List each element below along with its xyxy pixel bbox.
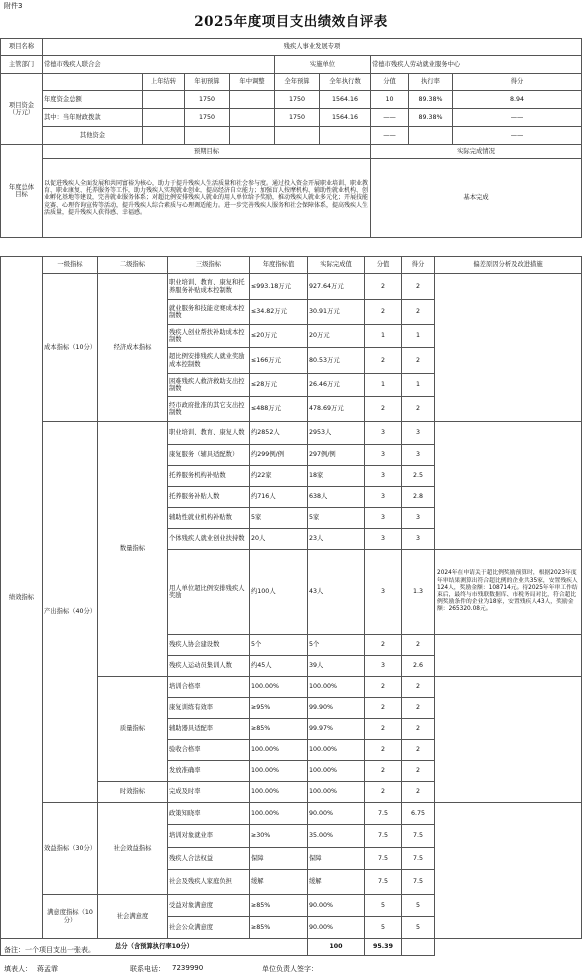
indicator-got: 5: [402, 895, 435, 917]
funds-label: 项目资金 （万元）: [1, 74, 43, 145]
phone-value: 7239990: [172, 964, 204, 972]
indicator-name: 发放准确率: [168, 761, 250, 782]
funds-cell: 1750: [275, 109, 320, 127]
quantity-indicator-label: 数量指标: [98, 422, 168, 677]
indicator-target: 100.00%: [250, 782, 308, 803]
indicator-score: 3: [365, 508, 402, 529]
indicator-target: 约100人: [250, 550, 308, 635]
indicator-score: 7.5: [365, 848, 402, 870]
project-name-label: 项目名称: [1, 39, 43, 56]
indicator-actual: 638人: [308, 487, 365, 508]
perf-column-header: 二级指标: [98, 257, 168, 274]
indicator-actual: 5家: [308, 508, 365, 529]
funds-cell: 1564.16: [320, 109, 371, 127]
indicator-target: 5家: [250, 508, 308, 529]
funds-cell: ——: [453, 127, 582, 145]
indicator-name: 残疾人运动员集训人数: [168, 656, 250, 677]
indicator-actual: 保障: [308, 848, 365, 870]
indicator-name: 残疾人创业帮扶补助成本控制数: [168, 325, 250, 348]
perf-column-header: 偏差原因分析及改进措施: [435, 257, 582, 274]
funds-cell: 10: [371, 91, 409, 109]
indicator-actual: 2953人: [308, 422, 365, 445]
funds-cell: 1750: [275, 91, 320, 109]
phone-label: 联系电话：: [130, 965, 165, 973]
indicator-score: 3: [365, 550, 402, 635]
performance-table: [0, 256, 582, 956]
perf-column-header: 得分: [402, 257, 435, 274]
indicator-actual: 23人: [308, 529, 365, 550]
funds-header-blank: [43, 74, 143, 91]
benefit-indicator-label: 效益指标（30分）: [43, 803, 98, 895]
perf-column-header: 一级指标: [43, 257, 98, 274]
indicator-score: 2: [365, 677, 402, 698]
indicator-got: 2: [402, 698, 435, 719]
indicator-score: 2: [365, 348, 402, 374]
indicator-actual: 43人: [308, 550, 365, 635]
funds-cell: 1564.16: [320, 91, 371, 109]
indicator-name: 残疾人协会建设数: [168, 635, 250, 656]
indicator-target: 100.00%: [250, 740, 308, 761]
goals-label: 年度总体 目标: [1, 145, 43, 238]
indicator-score: 3: [365, 487, 402, 508]
indicator-got: 3: [402, 508, 435, 529]
indicator-actual: 100.00%: [308, 782, 365, 803]
indicator-score: 2: [365, 782, 402, 803]
indicator-name: 托养服务机构补贴数: [168, 466, 250, 487]
goals-actual-text: 基本完成: [371, 159, 582, 238]
funds-cell: 1750: [185, 91, 230, 109]
indicator-name: 超比例安排残疾人就业奖励成本控制数: [168, 348, 250, 374]
funds-cell: 89.38%: [409, 91, 453, 109]
indicator-actual: 90.00%: [308, 917, 365, 939]
indicator-actual: 30.91万元: [308, 300, 365, 325]
satisfaction-indicator-label: 满意度指标（10分）: [43, 895, 98, 939]
indicator-got: 7.5: [402, 825, 435, 848]
cost-indicator-label: 成本指标（10分）: [43, 274, 98, 422]
funds-cell: [230, 127, 275, 145]
attachment-label: 附件3: [4, 2, 23, 10]
indicator-target: ≥85%: [250, 917, 308, 939]
indicator-name: 残疾人合法权益: [168, 848, 250, 870]
indicator-got: 3: [402, 422, 435, 445]
indicator-target: 5个: [250, 635, 308, 656]
funds-header: 全年预算: [275, 74, 320, 91]
indicator-score: 2: [365, 274, 402, 300]
indicator-score: 5: [365, 895, 402, 917]
indicator-score: 3: [365, 445, 402, 466]
indicator-actual: 99.90%: [308, 698, 365, 719]
perf-column-header: 三级指标: [168, 257, 250, 274]
indicator-actual: 90.00%: [308, 803, 365, 825]
indicator-got: 1: [402, 374, 435, 397]
indicator-got: 7.5: [402, 848, 435, 870]
indicator-name: 职业培训、教育、康复人数: [168, 422, 250, 445]
indicator-target: ≥85%: [250, 895, 308, 917]
output-indicator-label: 产出指标（40分）: [43, 422, 98, 803]
indicator-target: 100.00%: [250, 761, 308, 782]
funds-row: [1, 91, 582, 109]
funds-row: [1, 127, 582, 145]
economic-cost-label: 经济成本指标: [98, 274, 168, 422]
indicator-name: 受益对象满意度: [168, 895, 250, 917]
indicator-name: 职业培训、教育、康复和托养服务补贴成本控制数: [168, 274, 250, 300]
indicator-target: 约299例/例: [250, 445, 308, 466]
indicator-score: 2: [365, 740, 402, 761]
perf-column-header: 实际完成值: [308, 257, 365, 274]
indicator-name: 辅助性就业机构补贴数: [168, 508, 250, 529]
indicator-target: 缓解: [250, 870, 308, 895]
indicator-name: 就业服务和技能竞赛成本控制数: [168, 300, 250, 325]
footer-note: 备注：一个项目支出一张表。: [4, 946, 95, 954]
indicator-actual: 80.53万元: [308, 348, 365, 374]
funds-cell: [185, 127, 230, 145]
funds-header: 得分: [453, 74, 582, 91]
funds-row-label: 其他资金: [43, 127, 143, 145]
indicator-target: 约22家: [250, 466, 308, 487]
social-benefit-label: 社会效益指标: [98, 803, 168, 895]
indicator-target: 约45人: [250, 656, 308, 677]
indicator-score: 3: [365, 529, 402, 550]
funds-row-label: 其中：当年财政拨款: [43, 109, 143, 127]
dept-value: 常德市残疾人联合会: [43, 56, 275, 74]
indicator-score: 5: [365, 917, 402, 939]
indicator-actual: 927.64万元: [308, 274, 365, 300]
indicator-target: 20人: [250, 529, 308, 550]
indicator-target: 约2852人: [250, 422, 308, 445]
funds-cell: [230, 91, 275, 109]
indicator-score: 2: [365, 719, 402, 740]
project-name: 残疾人事业发展专项: [43, 39, 582, 56]
indicator-got: 5: [402, 917, 435, 939]
indicator-name: 培训合格率: [168, 677, 250, 698]
table-row: [1, 274, 582, 300]
indicator-actual: 99.97%: [308, 719, 365, 740]
indicator-target: ≤20万元: [250, 325, 308, 348]
total-deviation-cell: [402, 939, 435, 956]
deviation-note: 2024年在申请关于超比例奖励预算时，根据2023年度年审结果测算出符合超比例的企业共35家，安置残疾人124人，奖励金额：108714元。待2025年年审工作结束后，最终与市残联数据库、市税务局对比，符合超比例奖励条件的企业为18家，安置残疾人43人，奖励金额：265320.08元。: [435, 550, 582, 635]
indicator-score: 2: [365, 698, 402, 719]
indicator-target: ≤993.18万元: [250, 274, 308, 300]
deviation-cell: [435, 803, 582, 939]
indicator-got: 2: [402, 300, 435, 325]
funds-header: 全年执行数: [320, 74, 371, 91]
indicator-score: 7.5: [365, 803, 402, 825]
timeliness-indicator-label: 时效指标: [98, 782, 168, 803]
funds-row-label: 年度资金总额: [43, 91, 143, 109]
funds-cell: 1750: [185, 109, 230, 127]
indicator-actual: 5个: [308, 635, 365, 656]
indicator-got: 7.5: [402, 870, 435, 895]
indicator-name: 康复服务（辅具适配数）: [168, 445, 250, 466]
filler-label: 填表人：: [4, 965, 32, 973]
dept-label: 主管部门: [1, 56, 43, 74]
cost-deviation-cell: [435, 274, 582, 422]
funds-cell: [230, 109, 275, 127]
indicator-got: 2: [402, 274, 435, 300]
funds-cell: ——: [371, 109, 409, 127]
indicator-got: 2.5: [402, 466, 435, 487]
indicator-got: 3: [402, 445, 435, 466]
indicator-target: ≤34.82万元: [250, 300, 308, 325]
funds-cell: ——: [371, 127, 409, 145]
indicator-target: ≤28万元: [250, 374, 308, 397]
table-row: [1, 422, 582, 445]
indicator-got: 2: [402, 740, 435, 761]
indicator-score: 2: [365, 397, 402, 422]
indicator-actual: 297例/例: [308, 445, 365, 466]
funds-header: 分值: [371, 74, 409, 91]
indicator-actual: 100.00%: [308, 677, 365, 698]
indicator-got: 6.75: [402, 803, 435, 825]
indicator-name: 验收合格率: [168, 740, 250, 761]
indicator-target: ≤166万元: [250, 348, 308, 374]
social-satisfaction-label: 社会满意度: [98, 895, 168, 939]
indicator-target: 100.00%: [250, 803, 308, 825]
table-row: [1, 803, 582, 825]
unit-value: 常德市残疾人劳动就业服务中心: [371, 56, 582, 74]
indicator-name: 政策知晓率: [168, 803, 250, 825]
indicator-actual: 90.00%: [308, 895, 365, 917]
goals-expected-text: 以促进残疾人全面发展和共同富裕为核心，助力于提升残疾人生活质量和社会参与度。通过投入资金开展职业培训、职业教育、职业康复、托养服务等工作，助力残疾人实现就业创业，提高经济自立能力；加强盲人按摩机构、辅助性就业机构、创业孵化基地等建设，完善就业服务体系；对超比例安排残疾人就业的用人单位给予奖励，推动残疾人就业多元化；开展技能竞赛、心理咨询宣传等活动，提升残疾人综合素质与心理调适能力。进一步完善残疾人服务和社会保障体系，提高残疾人生活质量，提升残疾人获得感、幸福感。: [43, 159, 371, 238]
indicator-got: 2: [402, 782, 435, 803]
funds-header: 上年结转: [143, 74, 185, 91]
filler-name: 蒋孟霏: [37, 965, 58, 973]
indicator-actual: 478.69万元: [308, 397, 365, 422]
indicator-got: 2: [402, 348, 435, 374]
indicator-score: 2: [365, 300, 402, 325]
indicator-actual: 26.46万元: [308, 374, 365, 397]
deviation-cell: [435, 677, 582, 803]
total-score: 100: [308, 939, 365, 956]
indicator-got: 2: [402, 397, 435, 422]
perf-column-header: 年度指标值: [250, 257, 308, 274]
funds-cell: [143, 109, 185, 127]
quality-indicator-label: 质量指标: [98, 677, 168, 782]
indicator-score: 3: [365, 466, 402, 487]
indicator-actual: 39人: [308, 656, 365, 677]
indicator-name: 用人单位超比例安排残疾人奖励: [168, 550, 250, 635]
indicator-name: 托养服务补贴人数: [168, 487, 250, 508]
indicator-got: 2.8: [402, 487, 435, 508]
funds-cell: [143, 127, 185, 145]
indicator-actual: 20万元: [308, 325, 365, 348]
indicator-got: 3: [402, 529, 435, 550]
indicator-actual: 35.00%: [308, 825, 365, 848]
funds-cell: [409, 127, 453, 145]
funds-cell: [275, 127, 320, 145]
indicator-got: 2: [402, 677, 435, 698]
funds-header: 年初预算: [185, 74, 230, 91]
funds-cell: 89.38%: [409, 109, 453, 127]
indicator-name: 社会公众满意度: [168, 917, 250, 939]
indicator-score: 7.5: [365, 870, 402, 895]
indicator-name: 完成及时率: [168, 782, 250, 803]
deviation-cell: [435, 635, 582, 677]
performance-label: 绩效指标: [1, 257, 43, 939]
indicator-target: ≥30%: [250, 825, 308, 848]
goals-expected-header: 预期目标: [43, 145, 371, 159]
deviation-cell: [435, 422, 582, 550]
indicator-actual: 100.00%: [308, 740, 365, 761]
indicator-score: 1: [365, 325, 402, 348]
perf-column-header: 分值: [365, 257, 402, 274]
indicator-got: 2: [402, 761, 435, 782]
indicator-got: 2: [402, 635, 435, 656]
funds-cell: ——: [453, 109, 582, 127]
funds-cell: 8.94: [453, 91, 582, 109]
indicator-score: 1: [365, 374, 402, 397]
indicator-target: 保障: [250, 848, 308, 870]
indicator-name: 社会及残疾人家庭负担: [168, 870, 250, 895]
indicator-name: 辅助器具适配率: [168, 719, 250, 740]
indicator-got: 2: [402, 719, 435, 740]
funds-header: 年中调整: [230, 74, 275, 91]
indicator-score: 3: [365, 422, 402, 445]
indicator-target: ≤488万元: [250, 397, 308, 422]
indicator-actual: 缓解: [308, 870, 365, 895]
indicator-score: 2: [365, 635, 402, 656]
page-title: 2025年度项目支出绩效自评表: [194, 14, 388, 30]
indicator-got: 1.3: [402, 550, 435, 635]
funds-cell: [143, 91, 185, 109]
indicator-score: 7.5: [365, 825, 402, 848]
indicator-name: 经市政府批准的其它支出控制数: [168, 397, 250, 422]
indicator-score: 3: [365, 656, 402, 677]
total-got: 95.39: [365, 939, 402, 956]
indicator-got: 1: [402, 325, 435, 348]
unit-label: 实施单位: [275, 56, 371, 74]
indicator-target: 约716人: [250, 487, 308, 508]
total-score-label: 总分（含预算执行率10分）: [1, 939, 308, 956]
indicator-target: 100.00%: [250, 677, 308, 698]
summary-table: [0, 38, 582, 238]
indicator-actual: 100.00%: [308, 761, 365, 782]
indicator-name: 个体残疾人就业创业扶持数: [168, 529, 250, 550]
funds-cell: [320, 127, 371, 145]
indicator-score: 2: [365, 761, 402, 782]
indicator-target: ≥85%: [250, 719, 308, 740]
unit-head-signature-label: 单位负责人签字：: [262, 965, 318, 973]
indicator-actual: 18家: [308, 466, 365, 487]
goals-actual-header: 实际完成情况: [371, 145, 582, 159]
indicator-name: 康复训练有效率: [168, 698, 250, 719]
indicator-name: 培训对象就业率: [168, 825, 250, 848]
indicator-name: 困难残疾人救济救助支出控制数: [168, 374, 250, 397]
indicator-got: 2.6: [402, 656, 435, 677]
indicator-target: ≥95%: [250, 698, 308, 719]
funds-row: [1, 109, 582, 127]
funds-header: 执行率: [409, 74, 453, 91]
table-row: [1, 257, 582, 274]
